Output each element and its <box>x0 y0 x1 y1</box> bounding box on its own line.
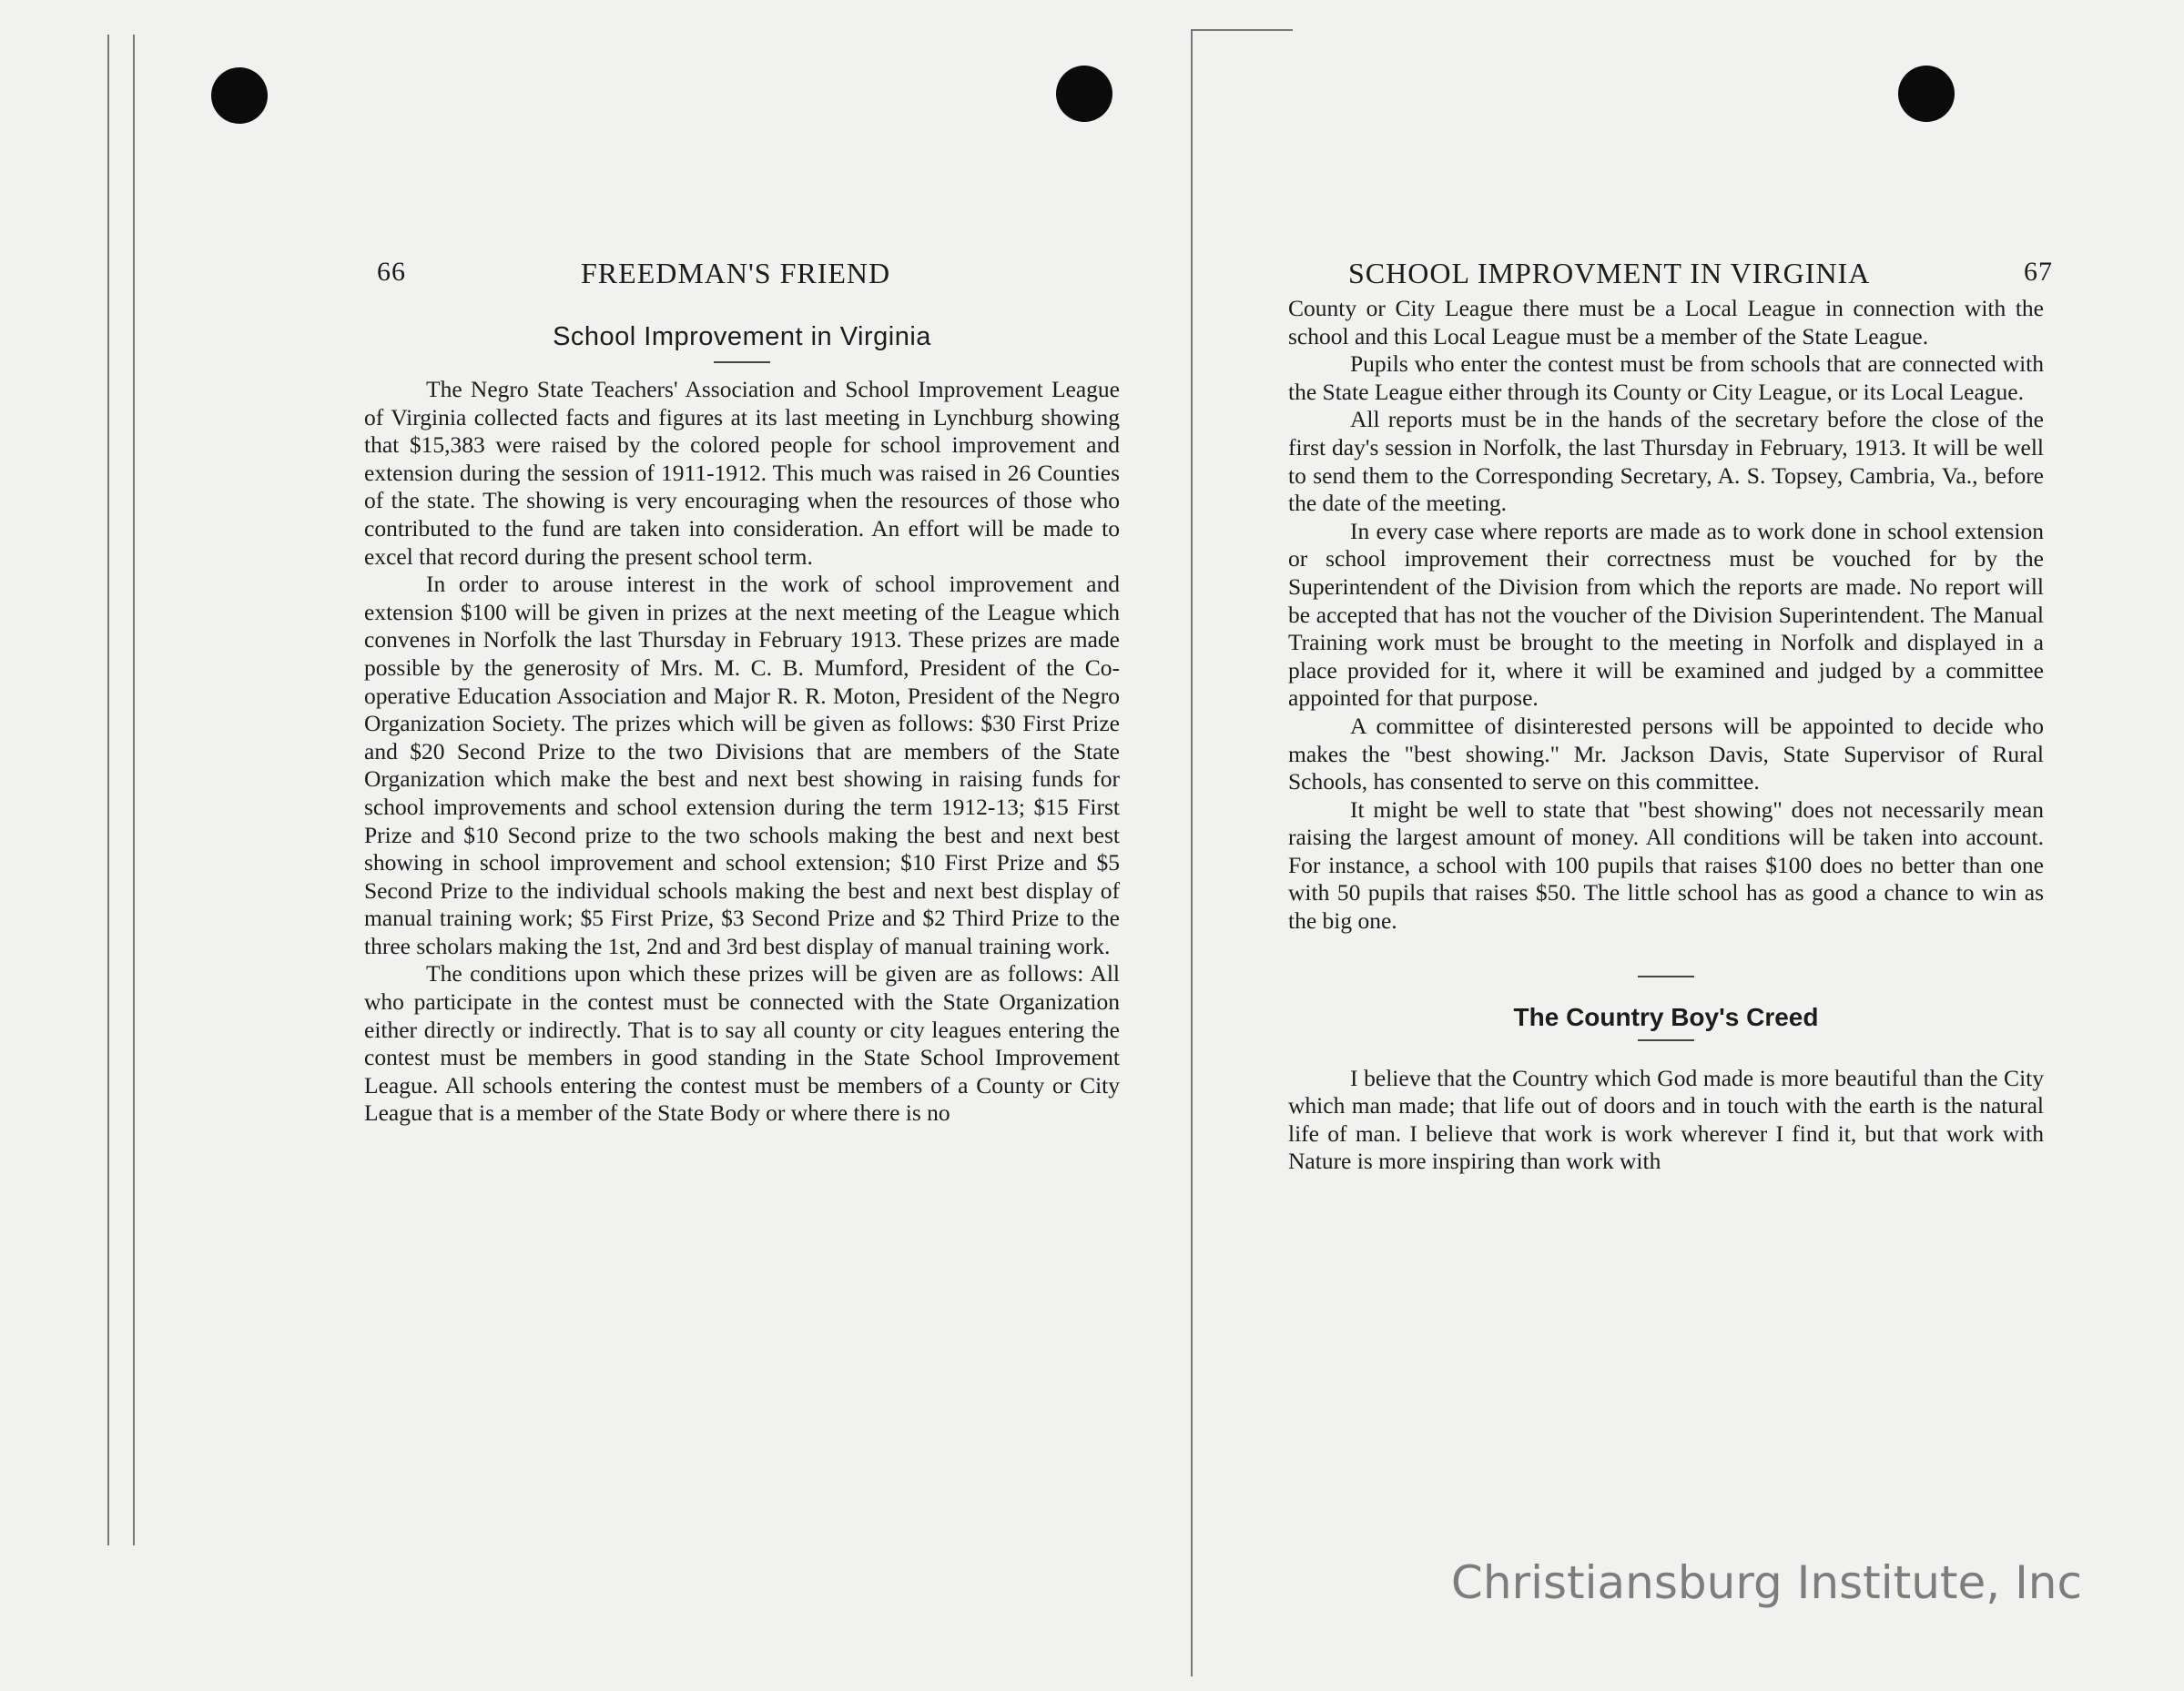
creed-paragraph: I believe that the Country which God made is more beautiful than the City which man made; that life out of doors and in touch with the earth is the natural life of man. I believe that work is work wherever I find it, but that work with Nature is more inspiring than work with <box>1288 1064 2044 1175</box>
gutter-top-edge <box>1193 29 1293 31</box>
creed-title: The Country Boy's Creed <box>1513 1002 1819 1031</box>
right-running-title: SCHOOL IMPROVMENT IN VIRGINIA <box>1348 257 1871 289</box>
left-running-title: FREEDMAN'S FRIEND <box>581 257 891 289</box>
title-rule <box>714 361 770 363</box>
left-paragraph-1: The Negro State Teachers' Association and School Improvement League of Virginia collected facts and figures at its last meeting in Lynchburg showing that $15,383 were raised by the colored people for school improvement and extension during the session of 1911-1912. This much was raised in 26 Counties of the state. The showing is very encouraging when the resources of those who contributed to the fund are taken into consideration. An effort will be made to excel that record during the present school term. <box>364 376 1120 570</box>
left-scan-edge <box>107 35 109 1545</box>
right-paragraph-5: A committee of disinterested persons will be appointed to decide who makes the "best showing." Mr. Jackson Davis, State Supervisor of Rural Schools, has consented to serve on this committee. <box>1288 712 2044 795</box>
gutter-line <box>1191 29 1193 1676</box>
left-running-head <box>364 246 1120 291</box>
left-page-number: 66 <box>377 257 406 287</box>
creed-rule <box>1638 1039 1694 1041</box>
punch-hole-center <box>1056 66 1112 122</box>
right-paragraph-2: Pupils who enter the contest must be from schools that are connected with the State League either through its County or City League, or its Local League. <box>1288 350 2044 405</box>
right-running-head <box>1288 246 2053 291</box>
left-paragraph-3: The conditions upon which these prizes will be given are as follows: All who participate in the contest must be connected with the State Organization either directly or indirectly. That is to say all county or city leagues entering the contest must be members in good standing in the State School Improvement League. All schools entering the contest must be members of a County or City League that is a member of the State Body or where there is no <box>364 960 1120 1127</box>
right-paragraph-3: All reports must be in the hands of the secretary before the close of the first day's session in Norfolk, the last Thursday in February, 1913. It will be well to send them to the Corresponding Secretary, A. S. Topsey, Cambria, Va., before the date of the meeting. <box>1288 406 2044 517</box>
left-paragraph-2: In order to arouse interest in the work of school improvement and extension $100 will be given in prizes at the next meeting of the League which convenes in Norfolk the last Thursday in February 1913. These prizes are made possible by the generosity of Mrs. M. C. B. Mumford, President of the Co-operative Education Association and Major R. R. Moton, President of the Negro Organization Society. The prizes which will be given as follows: $30 First Prize and $20 Second Prize to the two Divisions that are members of the State Organization which make the best and next best showing in raising funds for school improvements and school extension during the term 1912-13; $15 First Prize and $10 Second prize to the two schools making the best and next best showing in school improvement and school extension; $10 First Prize and $5 Second Prize to the individual schools making the best and next best display of manual training work; $5 First Prize, $3 Second Prize and $2 Third Prize to the three scholars making the 1st, 2nd and 3rd best display of manual training work. <box>364 571 1120 959</box>
watermark: Christiansburg Institute, Inc <box>1450 1556 2082 1609</box>
punch-hole-right <box>1898 66 1955 122</box>
article-title: School Improvement in Virginia <box>553 322 931 351</box>
left-scan-edge-inner <box>133 35 135 1545</box>
left-page <box>364 246 1120 1128</box>
right-page <box>1288 246 2053 1176</box>
right-page-number: 67 <box>2024 257 2053 287</box>
right-paragraph-6: It might be well to state that "best showing" does not necessarily mean raising the largest amount of money. All conditions will be taken into account. For instance, a school with 100 pupils that raises $100 does no better than one with 50 pupils that raises $50. The little school has as good a chance to win as the big one. <box>1288 795 2044 935</box>
right-paragraph-1: County or City League there must be a Local League in connection with the school and this Local League must be a member of the State League. <box>1288 295 2044 349</box>
punch-hole-left <box>211 67 268 124</box>
section-rule <box>1638 976 1694 977</box>
right-paragraph-4: In every case where reports are made as to work done in school extension or school improvement their correctness must be vouched for by the Superintendent of the Division from which the reports are made. No report will be accepted that has not the voucher of the Division Superintendent. The Manual Training work must be brought to the meeting in Norfolk and displayed in a place provided for it, where it will be examined and judged by a committee appointed for that purpose. <box>1288 517 2044 712</box>
